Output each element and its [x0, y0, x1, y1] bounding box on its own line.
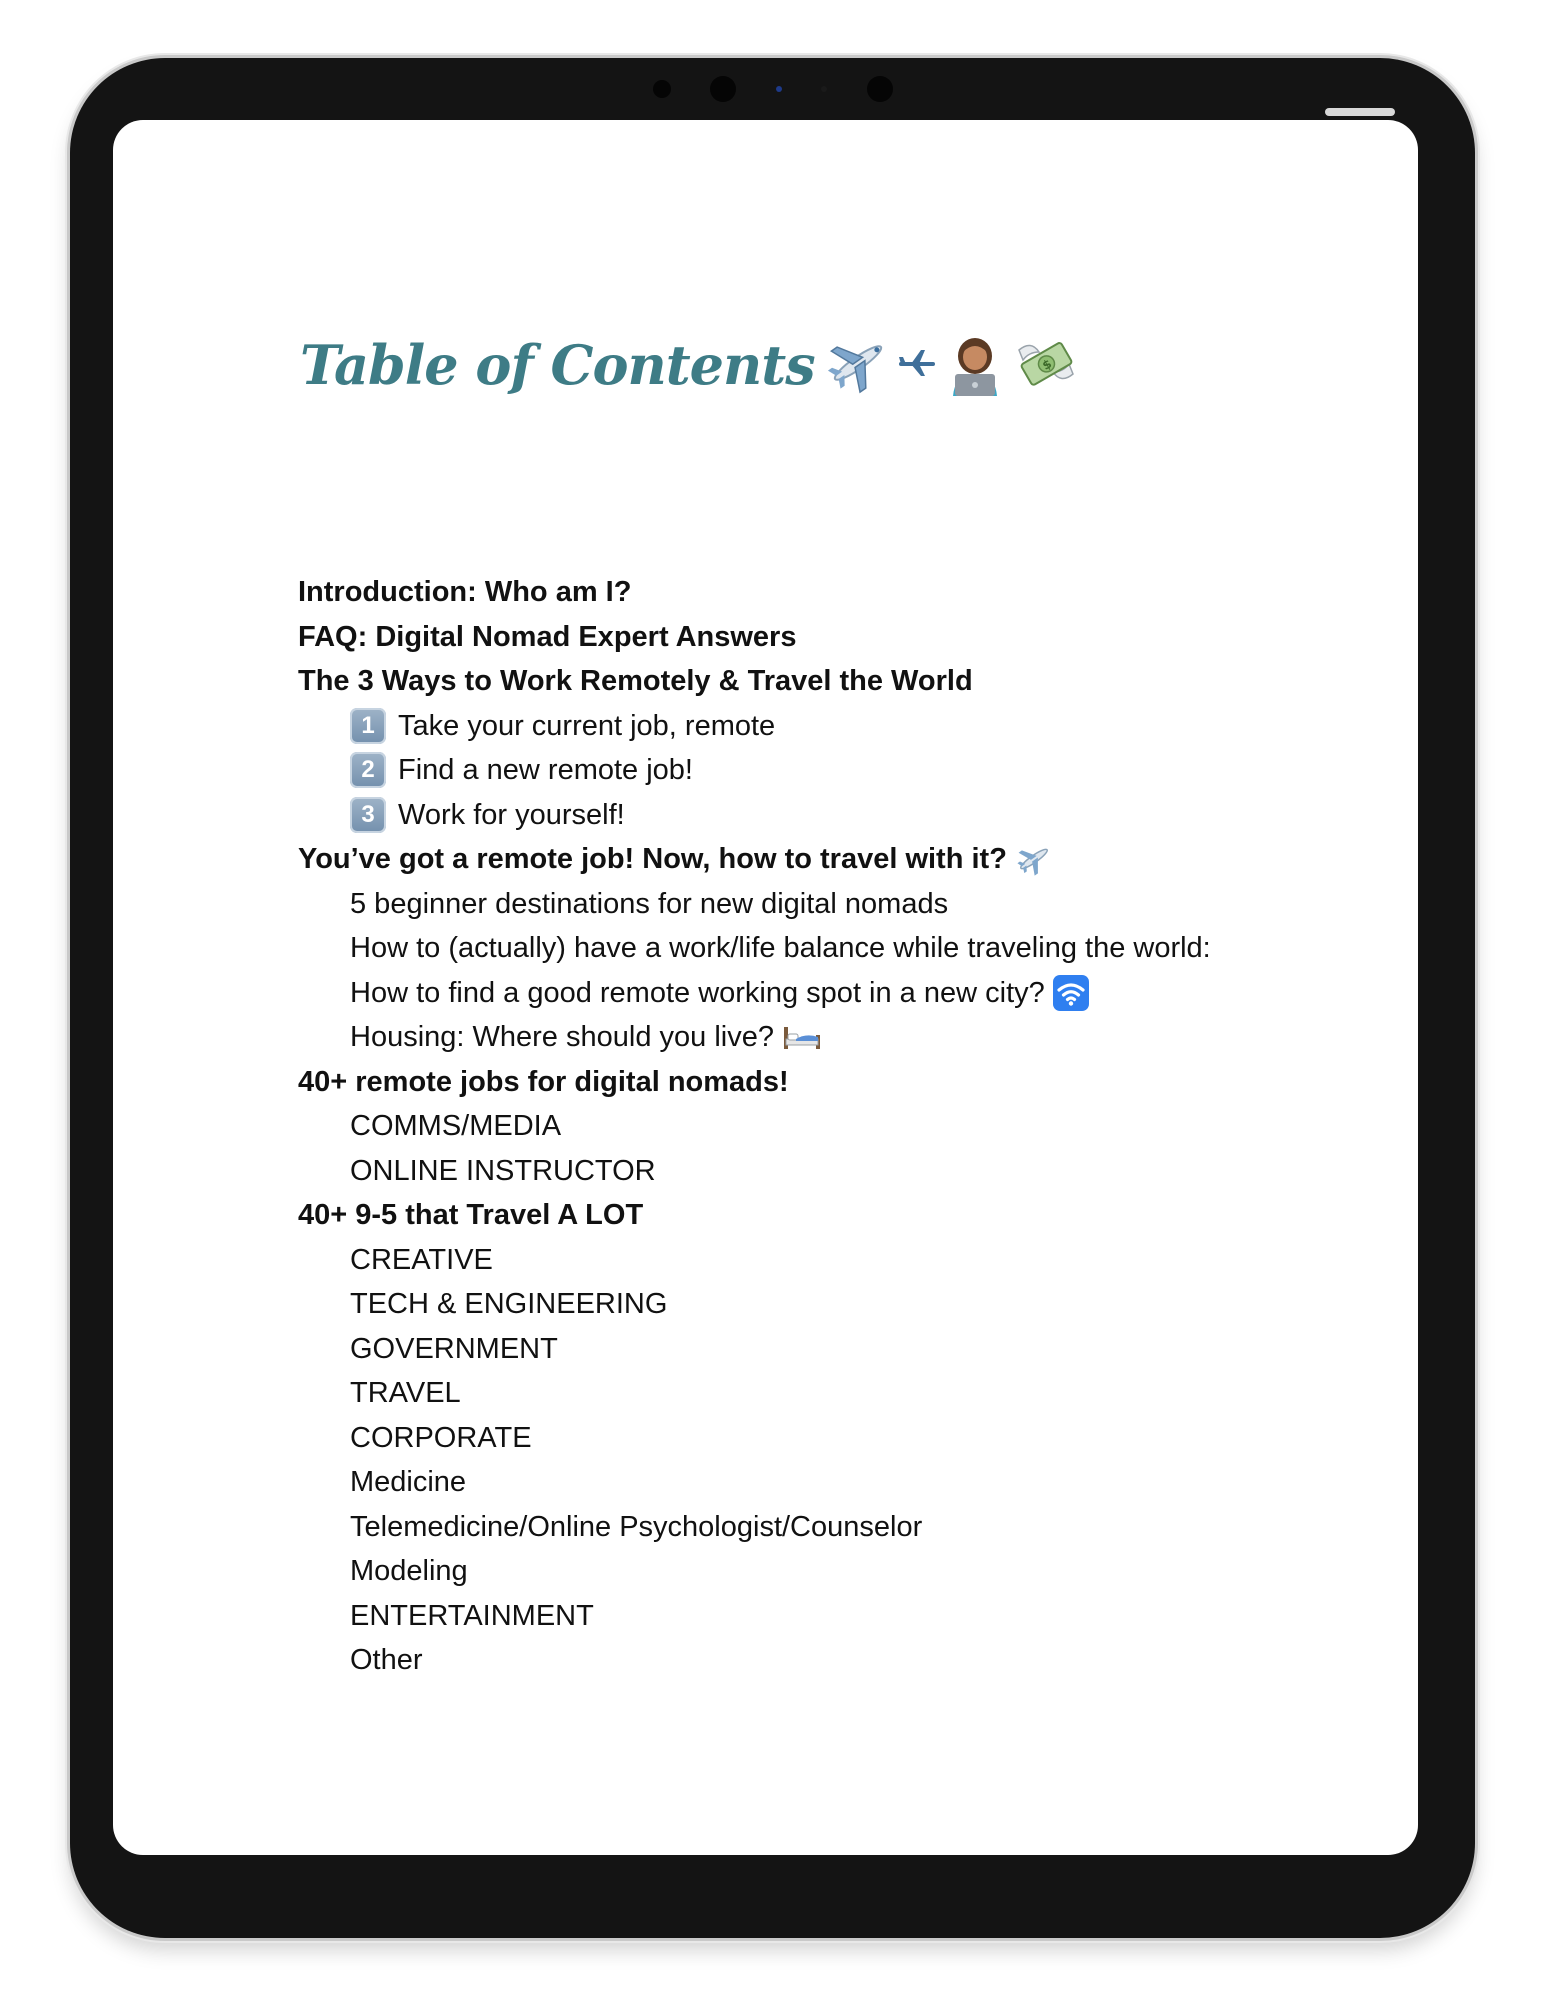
toc-entry-label: Other — [350, 1644, 423, 1676]
toc-entry-label: Modeling — [350, 1555, 468, 1587]
toc-entry-label: Telemedicine/Online Psychologist/Counselor — [350, 1510, 923, 1543]
money-with-wings-icon — [1013, 330, 1079, 401]
toc-entry[interactable] — [298, 615, 1378, 660]
toc-entry-label: You’ve got a remote job! Now, how to travel with it? — [298, 843, 1007, 875]
toc-entry-label: ENTERTAINMENT — [350, 1599, 594, 1632]
toc-entry-label: 40+ remote jobs for digital nomads! — [298, 1065, 789, 1098]
tablet-frame — [70, 58, 1475, 1938]
keycap-1-icon: 1 — [350, 708, 386, 744]
airplane-icon — [825, 330, 891, 401]
toc-entry[interactable] — [298, 1594, 1378, 1639]
toc-entry-label: GOVERNMENT — [350, 1332, 558, 1365]
toc-entry[interactable] — [298, 659, 1378, 704]
toc-entry[interactable] — [298, 793, 1378, 838]
toc-entry[interactable] — [298, 1015, 1378, 1060]
toc-entry[interactable] — [298, 704, 1378, 749]
toc-entry[interactable] — [298, 1104, 1378, 1149]
toc-entry-label: TRAVEL — [350, 1377, 461, 1409]
toc-entry-label: Take your current job, remote — [398, 709, 776, 742]
toc-entry[interactable] — [298, 1638, 1378, 1683]
keycap-3-icon: 3 — [350, 797, 386, 833]
toc-entry-label: FAQ: Digital Nomad Expert Answers — [298, 620, 797, 653]
toc-entry[interactable] — [298, 882, 1378, 927]
toc-entry-label: Work for yourself! — [398, 798, 625, 831]
toc-entry[interactable] — [298, 570, 1378, 615]
tablet-top-button — [1325, 108, 1395, 116]
title-row — [300, 325, 1079, 405]
toc-entry-label: 5 beginner destinations for new digital nomads — [350, 887, 949, 920]
wifi-icon — [1053, 975, 1089, 1011]
toc-entry-label: Introduction: Who am I? — [298, 576, 632, 608]
toc-entry[interactable] — [298, 1193, 1378, 1238]
sensor-dot — [653, 80, 671, 98]
camera-lens — [867, 76, 893, 102]
toc-entry[interactable] — [298, 1327, 1378, 1372]
toc-entry[interactable] — [298, 1549, 1378, 1594]
toc-entry-label: Find a new remote job! — [398, 754, 693, 786]
airplane-icon — [1015, 840, 1053, 878]
svg-text:$: $ — [1039, 356, 1054, 373]
woman-technologist-icon — [943, 330, 1007, 401]
title-icons — [825, 330, 1079, 401]
toc-entry[interactable] — [298, 1416, 1378, 1461]
page-title: Table of Contents — [300, 333, 815, 397]
toc-entry-label: How to (actually) have a work/life balance while traveling the world: — [350, 932, 1211, 964]
toc-entry-label: CREATIVE — [350, 1243, 493, 1276]
toc-entry[interactable] — [298, 1238, 1378, 1283]
toc-entry[interactable] — [298, 837, 1378, 882]
toc-entry-label: COMMS/MEDIA — [350, 1110, 562, 1142]
toc-entry-label: How to find a good remote working spot in a new city? — [350, 976, 1045, 1009]
camera-led — [776, 86, 782, 92]
toc-entry[interactable] — [298, 1460, 1378, 1505]
document-page — [113, 120, 1418, 1855]
toc-entry-label: 40+ 9-5 that Travel A LOT — [298, 1199, 644, 1231]
bed-icon — [782, 1021, 822, 1053]
toc-entry-label: CORPORATE — [350, 1421, 532, 1454]
toc-entry[interactable] — [298, 971, 1378, 1016]
keycap-2-icon: 2 — [350, 752, 386, 788]
toc-entry-label: The 3 Ways to Work Remotely & Travel the World — [298, 665, 973, 697]
sensor-dot — [821, 86, 827, 92]
table-of-contents-list — [298, 570, 1378, 1683]
toc-entry[interactable] — [298, 1149, 1378, 1194]
toc-entry-label: ONLINE INSTRUCTOR — [350, 1154, 656, 1187]
toc-entry[interactable] — [298, 1371, 1378, 1416]
toc-entry[interactable] — [298, 1060, 1378, 1105]
toc-entry-label: TECH & ENGINEERING — [350, 1288, 668, 1320]
camera-lens — [710, 76, 736, 102]
airplane-departure-icon — [897, 330, 937, 401]
toc-entry[interactable] — [298, 1282, 1378, 1327]
camera-bar — [653, 74, 893, 104]
toc-entry[interactable] — [298, 926, 1378, 971]
toc-entry-label: Medicine — [350, 1466, 467, 1498]
toc-entry[interactable] — [298, 1505, 1378, 1550]
toc-entry[interactable] — [298, 748, 1378, 793]
toc-entry-label: Housing: Where should you live? — [350, 1021, 774, 1053]
